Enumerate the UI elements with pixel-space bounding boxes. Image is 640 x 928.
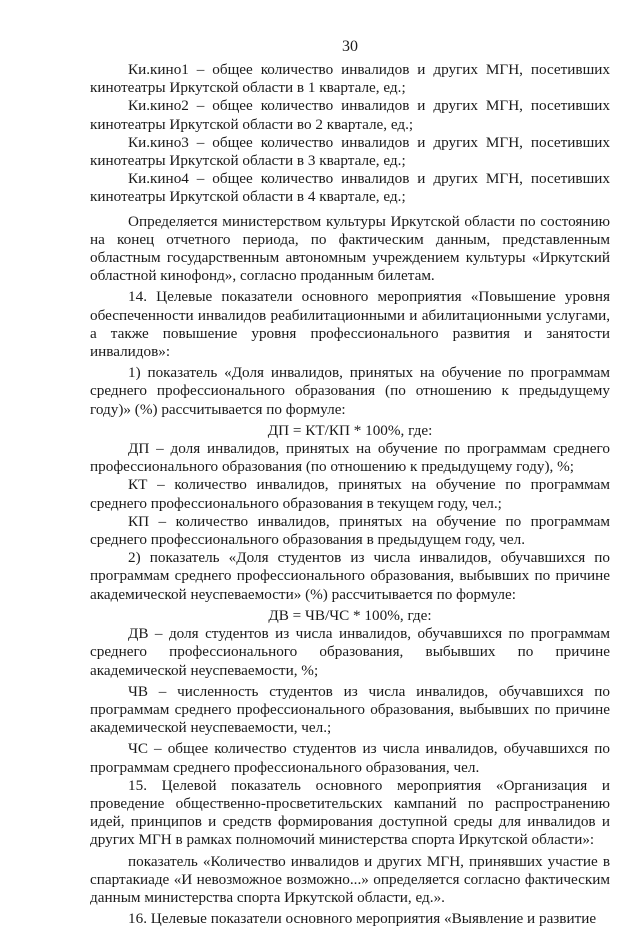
paragraph-kikino4: Ки.кино4 – общее количество инвалидов и других МГН, посетивших кинотеатры Иркутской области в 4 квартале, ед.;	[90, 170, 610, 206]
page-number: 30	[342, 38, 358, 55]
paragraph-dv-definition: ДВ – доля студентов из числа инвалидов, обучавшихся по программам среднего профессионального образования, выбывших по причине академической неуспеваемости, %;	[90, 625, 610, 679]
formula-dp: ДП = КТ/КП * 100%, где:	[267, 421, 433, 439]
paragraph-item-14: 14. Целевые показатели основного мероприятия «Повышение уровня обеспеченности инвалидов реабилитационными и абилитационными услугами, а также повышение уровня профессионального развития и занятости инвалидов»:	[90, 288, 610, 361]
paragraph-item-16: 16. Целевые показатели основного мероприятия «Выявление и развитие	[128, 910, 597, 928]
paragraph-chv-definition: ЧВ – численность студентов из числа инвалидов, обучавшихся по программам среднего профессионального образования, выбывших по причине академической неуспеваемости, чел.;	[90, 682, 610, 737]
paragraph-source-note: Определяется министерством культуры Иркутской области по состоянию на конец отчетного периода, по фактическим данным, представленным областным государственным автономным учреждением культуры «Иркутский областной кинофонд», согласно проданным билетам.	[90, 212, 610, 285]
paragraph-dp-definition: ДП – доля инвалидов, принятых на обучение по программам среднего профессионального образования (по отношению к предыдущему году), %;	[90, 440, 610, 476]
paragraph-indicator-2: 2) показатель «Доля студентов из числа инвалидов, обучавшихся по программам среднего профессионального образования, выбывших по причине академической неуспеваемости» (%) рассчитывается по формуле:	[90, 549, 610, 603]
paragraph-kikino2: Ки.кино2 – общее количество инвалидов и других МГН, посетивших кинотеатры Иркутской области во 2 квартале, ед.;	[90, 97, 610, 133]
document-body	[90, 61, 610, 928]
paragraph-spartakiada-indicator: показатель «Количество инвалидов и других МГН, принявших участие в спартакиаде «И невозможное возможно...» определяется согласно фактическим данным министерства спорта Иркутской области, ед.».	[90, 852, 610, 906]
paragraph-kp-definition: КП – количество инвалидов, принятых на обучение по программам среднего профессионального образования в предыдущем году, чел.	[90, 512, 610, 549]
paragraph-item-15: 15. Целевой показатель основного мероприятия «Организация и проведение общественно-просветительских кампаний по распространению идей, принципов и средств формирования доступной среды для инвалидов и других МГН в рамках полномочий министерства спорта Иркутской области»:	[90, 776, 610, 849]
paragraph-kikino1: Ки.кино1 – общее количество инвалидов и других МГН, посетивших кинотеатры Иркутской области в 1 квартале, ед.;	[90, 61, 610, 97]
paragraph-chs-definition: ЧС – общее количество студентов из числа инвалидов, обучавшихся по программам среднего профессионального образования, чел.	[90, 740, 610, 776]
paragraph-kt-definition: КТ – количество инвалидов, принятых на обучение по программам среднего профессионального образования в текущем году, чел.;	[90, 476, 610, 512]
paragraph-indicator-1: 1) показатель «Доля инвалидов, принятых на обучение по программам среднего профессионального образования (по отношению к предыдущему году)» (%) рассчитывается по формуле:	[90, 364, 610, 418]
paragraph-kikino3: Ки.кино3 – общее количество инвалидов и других МГН, посетивших кинотеатры Иркутской области в 3 квартале, ед.;	[90, 133, 610, 170]
formula-dv: ДВ = ЧВ/ЧС * 100%, где:	[268, 606, 432, 624]
